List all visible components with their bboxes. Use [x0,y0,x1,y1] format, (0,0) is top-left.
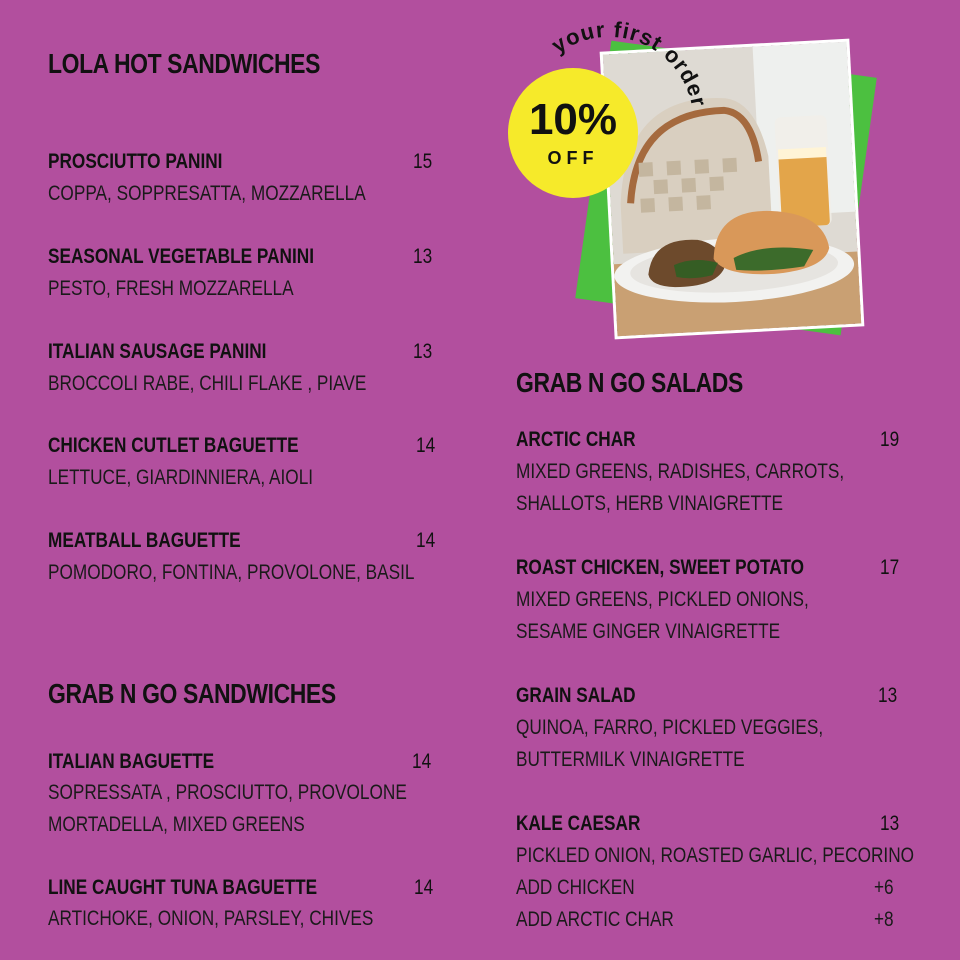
item-price: 17 [880,556,900,579]
item-description: MIXED GREENS, PICKLED ONIONS, [516,588,809,611]
item-name: GRAIN SALAD [516,684,636,707]
item-name: KALE CAESAR [516,812,641,835]
item-description: POMODORO, FONTINA, PROVOLONE, BASIL [48,561,415,584]
item-price: 14 [416,434,436,457]
promo-graphic [500,20,900,350]
item-description: MIXED GREENS, RADISHES, CARROTS, [516,460,845,483]
addon-price: +8 [874,908,894,931]
item-name: CHICKEN CUTLET BAGUETTE [48,434,299,457]
item-name: ARCTIC CHAR [516,428,636,451]
addon-label: ADD ARCTIC CHAR [516,908,674,931]
item-price: 13 [880,812,900,835]
item-price: 19 [880,428,900,451]
item-description: BROCCOLI RABE, CHILI FLAKE , PIAVE [48,372,367,395]
discount-percent: 10% [528,94,618,144]
arc-text-svg [500,20,900,350]
item-description: COPPA, SOPPRESATTA, MOZZARELLA [48,182,366,205]
addon-price: +6 [874,876,894,899]
item-price: 14 [416,529,436,552]
item-description: SHALLOTS, HERB VINAIGRETTE [516,492,783,515]
item-description: PICKLED ONION, ROASTED GARLIC, PECORINO [516,844,915,867]
item-description: SESAME GINGER VINAIGRETTE [516,620,781,643]
item-description: ARTICHOKE, ONION, PARSLEY, CHIVES [48,907,374,930]
item-description: BUTTERMILK VINAIGRETTE [516,748,745,771]
svg-text:your first order [547,20,712,109]
hot-sandwiches-title: LOLA HOT SANDWICHES [48,48,320,79]
item-description: QUINOA, FARRO, PICKLED VEGGIES, [516,716,824,739]
item-price: 13 [413,340,433,363]
addon-label: ADD CHICKEN [516,876,635,899]
go-sandwiches-title: GRAB N GO SANDWICHES [48,678,336,709]
item-description: LETTUCE, GIARDINNIERA, AIOLI [48,466,314,489]
discount-off-label: OFF [547,147,599,168]
item-name: ITALIAN SAUSAGE PANINI [48,340,267,363]
item-name: MEATBALL BAGUETTE [48,529,241,552]
item-price: 13 [878,684,898,707]
item-price: 13 [413,245,433,268]
item-description: PESTO, FRESH MOZZARELLA [48,277,294,300]
item-description: SOPRESSATA , PROSCIUTTO, PROVOLONE [48,781,407,804]
item-price: 14 [414,876,434,899]
promo-arc-text: your first order [546,20,712,110]
item-name: PROSCIUTTO PANINI [48,150,223,173]
item-price: 14 [412,750,432,773]
item-description: MORTADELLA, MIXED GREENS [48,813,305,836]
item-name: LINE CAUGHT TUNA BAGUETTE [48,876,318,899]
item-name: SEASONAL VEGETABLE PANINI [48,245,314,268]
item-price: 15 [413,150,433,173]
item-name: ITALIAN BAGUETTE [48,750,215,773]
item-name: ROAST CHICKEN, SWEET POTATO [516,556,804,579]
salads-title: GRAB N GO SALADS [516,367,743,398]
